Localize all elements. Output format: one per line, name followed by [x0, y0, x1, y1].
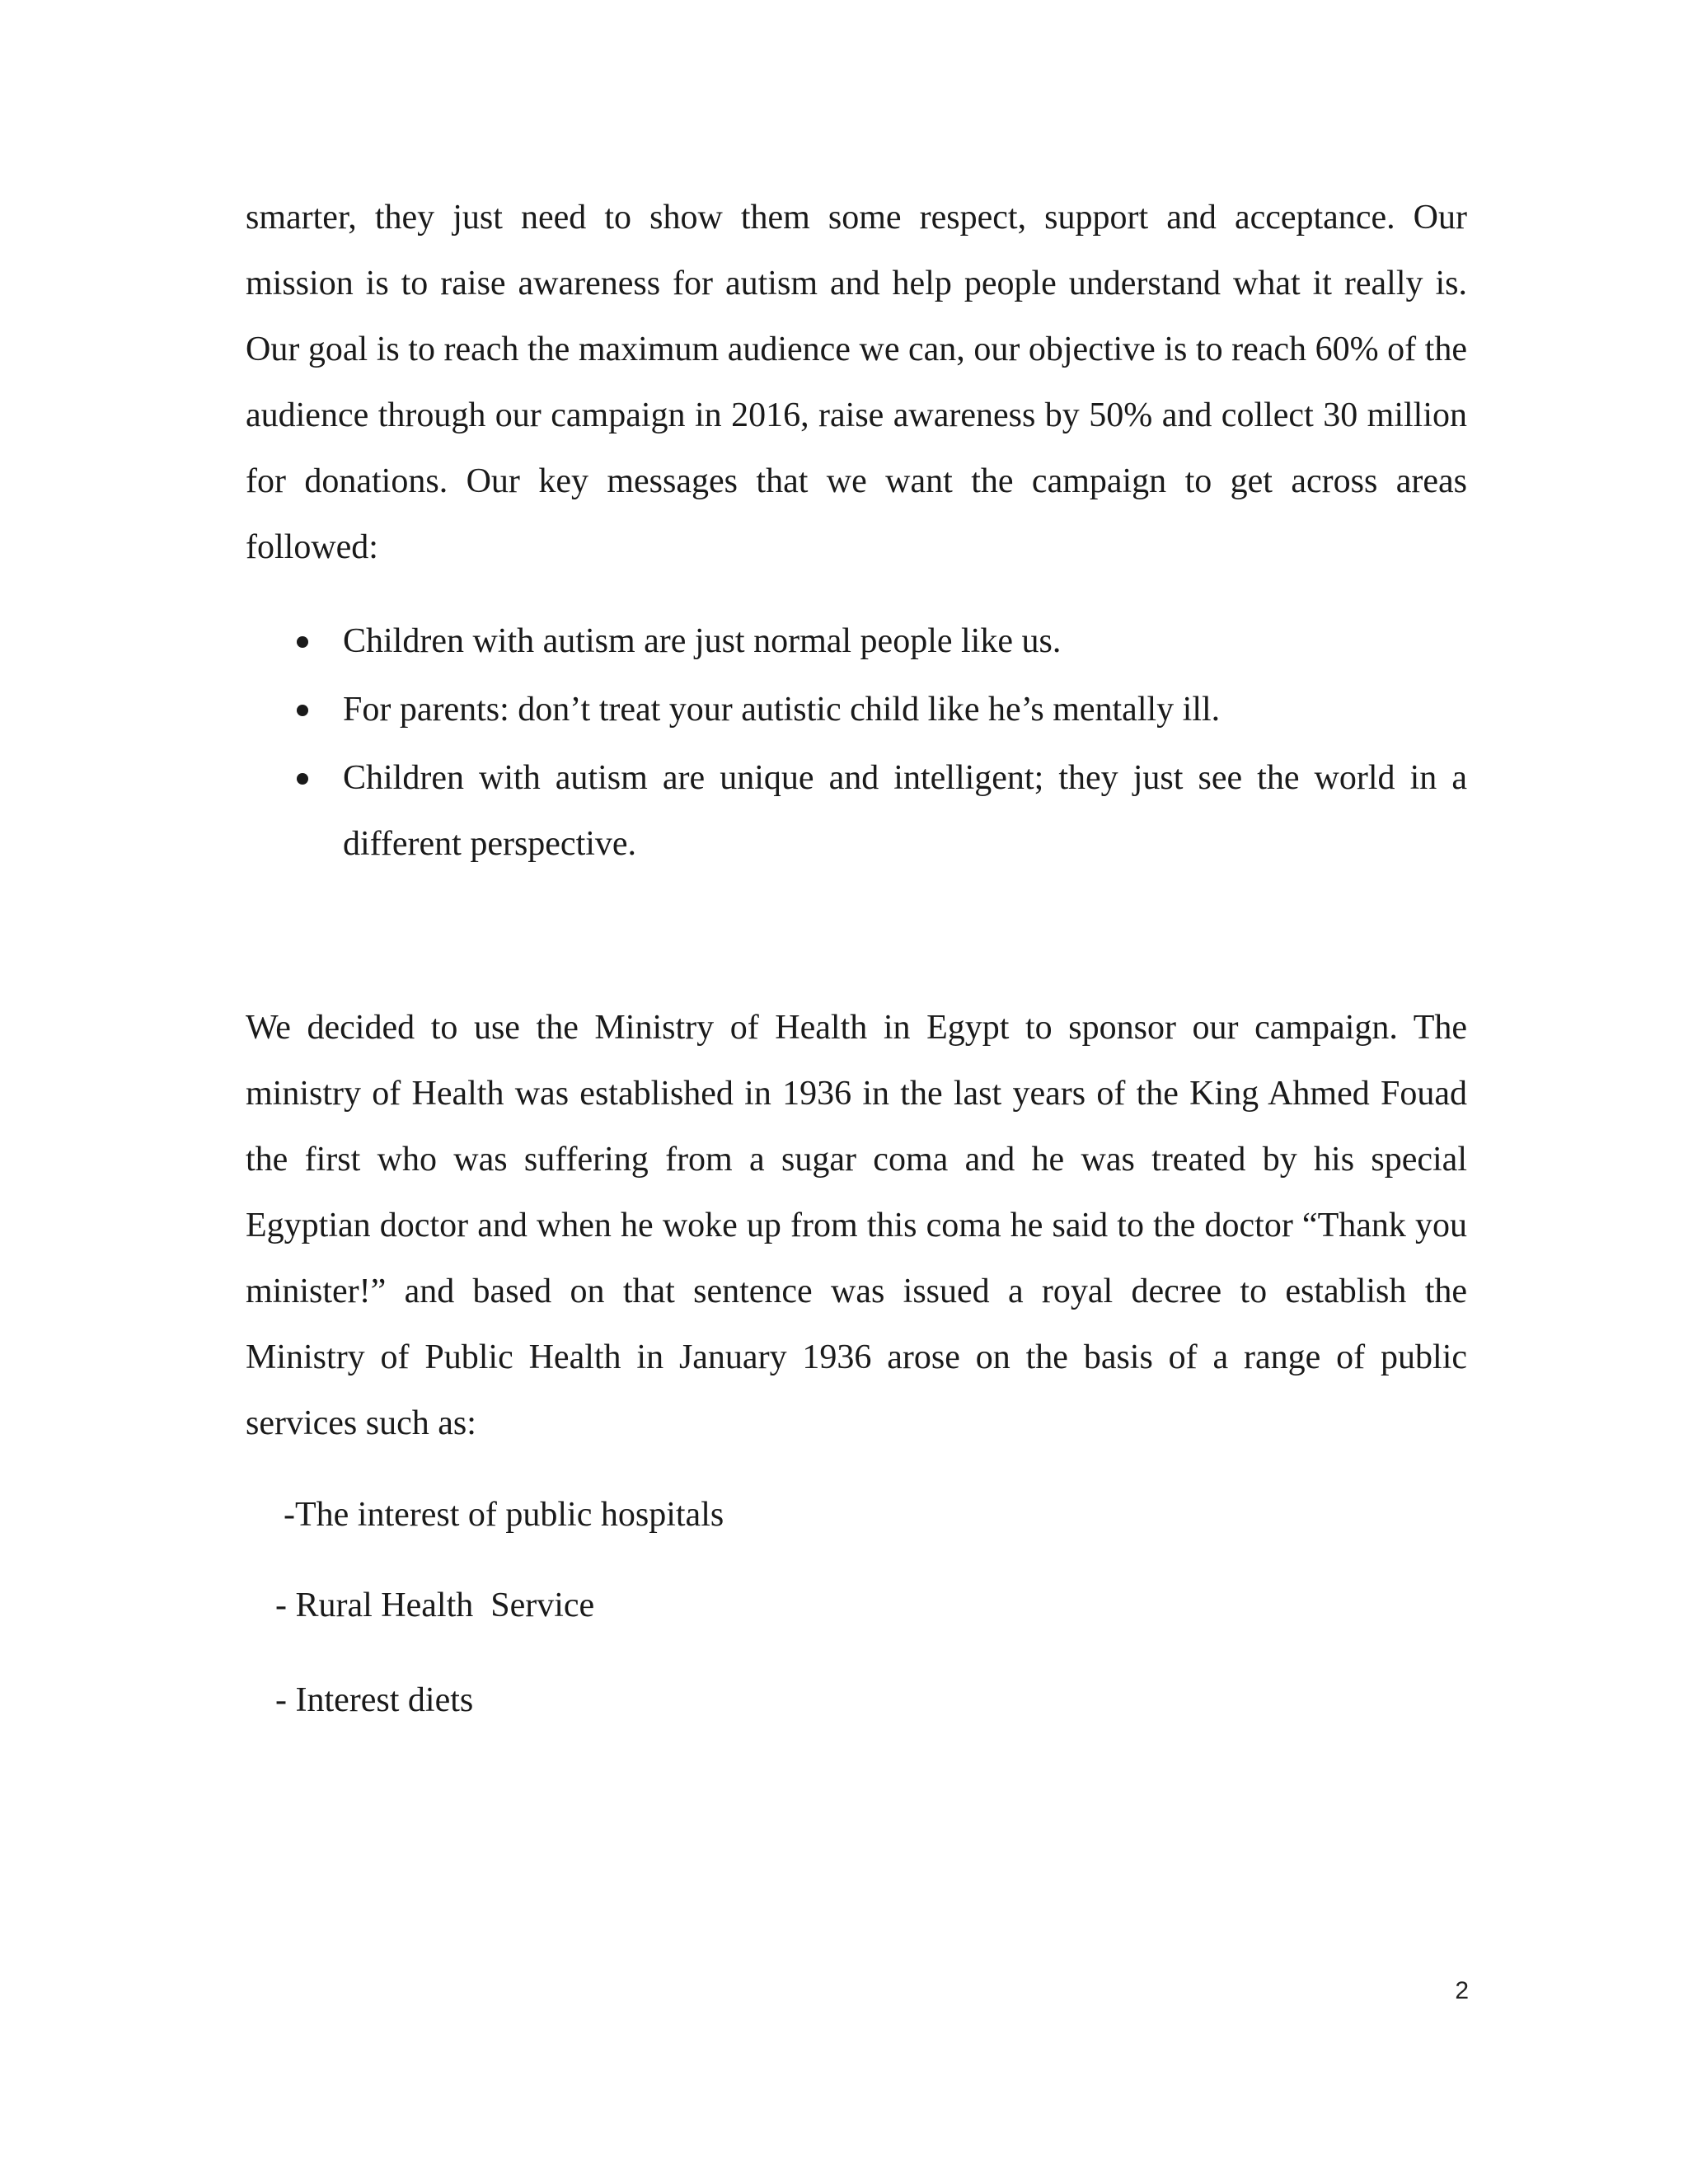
list-item [246, 677, 1467, 743]
page-number: 2 [1455, 1977, 1469, 2004]
ministry-paragraph: We decided to use the Ministry of Health in Egypt to sponsor our campaign. The ministry of Health was established in 1936 in the last years of the King Ahmed Fouad the first who was suffering from a sugar coma and he was treated by his special Egyptian doctor and when he woke up from this coma he said to the doctor “Thank you minister!” and based on that sentence was issued a royal decree to establish the Ministry of Public Health in January 1936 arose on the basis of a range of public services such as: [246, 1009, 1467, 1442]
bullet-icon [297, 773, 308, 785]
key-message-text: Children with autism are just normal people like us. [343, 622, 1062, 660]
bullet-icon [297, 705, 308, 716]
mission-paragraph: smarter, they just need to show them some respect, support and acceptance. Our mission is to raise awareness for autism and help people understand what it really is. Our goal is to reach the maximum audience we can, our objective is to reach 60% of the audience through our campaign in 2016, raise awareness by 50% and collect 30 million for donations. Our key messages that we want the campaign to get across areas followed: [246, 199, 1467, 566]
list-item: - Rural Health Service [275, 1586, 595, 1624]
list-item: - Interest diets [275, 1681, 474, 1719]
list-item [246, 608, 1467, 674]
bullet-icon [297, 636, 308, 648]
list-item [246, 745, 1467, 877]
key-message-text: For parents: don’t treat your autistic child like he’s mentally ill. [343, 691, 1221, 729]
key-message-text: Children with autism are unique and intelligent; they just see the world in a different perspective. [343, 759, 1467, 863]
list-item: -The interest of public hospitals [284, 1496, 724, 1534]
key-messages-list [246, 608, 1467, 879]
